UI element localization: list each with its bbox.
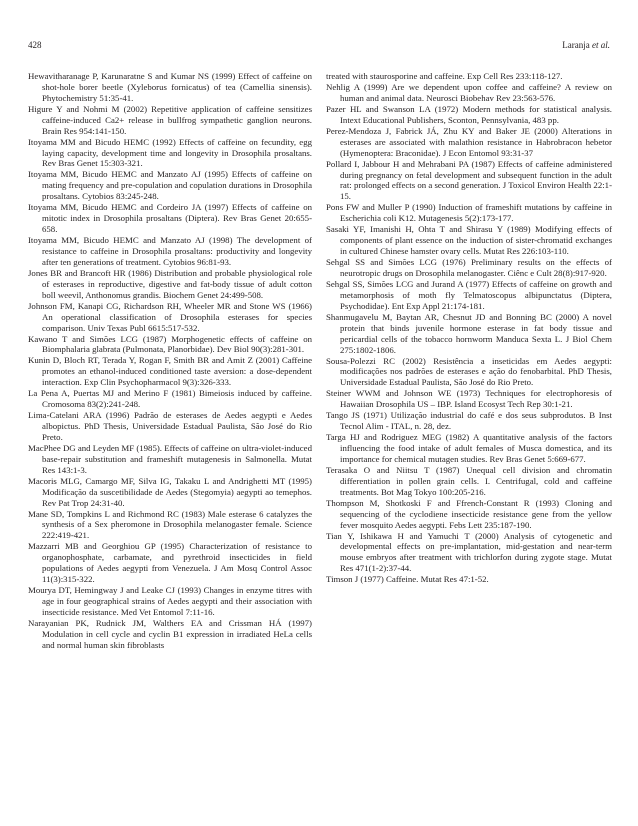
running-head — [562, 40, 610, 50]
references-right-column — [326, 71, 612, 585]
running-head-suffix: et al. — [592, 40, 610, 50]
reference-item: Steiner WWM and Johnson WE (1973) Techniques for electrophoresis of Hawaiian Drosophila US – IBP. Island Ecosyst Tech Rep 30:1-21. — [326, 388, 612, 410]
reference-item: MacPhee DG and Leyden MF (1985). Effects of caffeine on ultra-violet-induced base-repair substitution and frameshift mutagenesis in Salmonella. Mutat Res 143:1-3. — [28, 442, 312, 475]
running-header — [28, 40, 610, 54]
reference-item: Lima-Catelani ARA (1996) Padrão de esterases de Aedes aegypti e Aedes albopictus. PhD Thesis, Universidade Estadual Paulista, São José do Rio Preto. — [28, 410, 312, 442]
page-number: 428 — [28, 40, 42, 50]
reference-item: Terasaka O and Niitsu T (1987) Unequal cell division and chromatin differentiation in pollen grain cells. I. Centrifugal, cold and caffeine treatments. Bot Mag Tokyo 100:205-216. — [326, 464, 612, 497]
reference-item: Kunin D, Bloch RT, Terada Y, Rogan F, Smith BR and Amit Z (2001) Caffeine promotes an ethanol-induced conditioned taste aversion: a dose-dependent interaction. Exp Clin Psychopharmacol 9(3):326-333. — [28, 355, 312, 388]
reference-item: Itoyama MM, Bicudo HEMC and Manzato AJ (1995) Effects of caffeine on mating frequency and pre-copulation and copulation durations in Drosophila prosaltans. Cytobios 83:245-248. — [28, 169, 312, 202]
reference-item: Itoyama MM, Bicudo HEMC and Manzato AJ (1998) The development of resistance to caffeine in Drosophila prosaltans: productivity and longevity after ten generations of treatment. Cytobios 96:81-93. — [28, 235, 312, 267]
reference-item: Tango JS (1971) Utilização industrial do café e dos seus subprodutos. B Inst Tecnol Alim - ITAL, n. 28, dez. — [326, 410, 612, 432]
reference-item: Sasaki YF, Imanishi H, Ohta T and Shirasu Y (1989) Modifying effects of components of plant essence on the induction of sister-chromatid exchanges in cultured Chinese hamster ovary cells. Mutat Res 226:103-110. — [326, 224, 612, 257]
reference-item: Nehlig A (1999) Are we dependent upon coffee and caffeine? A review on human and animal data. Neurosci Biobehav Rev 23:563-576. — [326, 82, 612, 103]
reference-item: Kawano T and Simões LCG (1987) Morphogenetic effects of caffeine on Biomphalaria glabrata (Pulmonata, Planorbidae). Dev Biol 90(3):281-301. — [28, 333, 312, 355]
reference-item: Mazzarri MB and Georghiou GP (1995) Characterization of resistance to organophosphate, carbamate, and pyrethroid insecticides in field populations of Aedes aegypti from Venezuela. J Am Mosq Control Assoc 11(3):315-322. — [28, 541, 312, 585]
reference-item: Sehgal SS and Simões LCG (1976) Preliminary results on the effects of neurotropic drugs on Drosophila melanogaster. Ciênc e Cult 28(8):917-920. — [326, 257, 612, 278]
reference-item: Itoyama MM, Bicudo HEMC and Cordeiro JA (1997) Effects of caffeine on mitotic index in Drosophila prosaltans (Diptera). Rev Bras Genet 20:655-658. — [28, 202, 312, 235]
reference-item: Narayanian PK, Rudnick JM, Walthers EA and Crissman HÁ (1997) Modulation in cell cycle and cyclin B1 expression in irradiated HeLa cells and normal human skin fibroblasts — [28, 617, 312, 650]
reference-item: Itoyama MM and Bicudo HEMC (1992) Effects of caffeine on fecundity, egg laying capacity, development time and longevity in Drosophila prosaltans. Rev Bras Genet 15:303-321. — [28, 136, 312, 169]
reference-item: Hewavitharanage P, Karunaratne S and Kumar NS (1999) Effect of caffeine on shot-hole borer beetle (Xyleborus fornicatus) of tea (Camellia sinensis). Phytochemistry 51:35-41. — [28, 71, 312, 103]
running-head-author: Laranja — [562, 40, 590, 50]
reference-item: La Pena A, Puertas MJ and Merino F (1981) Bimeiosis induced by caffeine. Cromosoma 83(2):241-248. — [28, 388, 312, 410]
reference-item: Perez-Mendoza J, Fabrick JÁ, Zhu KY and Baker JE (2000) Alterations in esterases are associated with malathion resistance in Habrobracon hebetor (Hymenoptera: Braconidae). J Econ Entomol 93:31-37 — [326, 125, 612, 158]
reference-item: Sousa-Polezzi RC (2002) Resistência a inseticidas em Aedes aegypti: modificações nos padrões de esterases e ação do fenobarbital. PhD Thesis, Universidade Estadual Paulista, São José do Rio Preto. — [326, 355, 612, 388]
reference-item: Pollard I, Jabbour H and Mehrabani PA (1987) Effects of caffeine administered during pregnancy on fetal development and subsequent function in the adult rat: prolonged effects on a second generation. J Toxicol Environ Health 22:1-15. — [326, 158, 612, 202]
reference-item: Thompson M, Shotkoski F and Ffrench-Constant R (1993) Cloning and sequencing of the cyclodiene insecticide resistance gene from the yellow fever mosquito Aedes aegypti. Febs Lett 235:187-190. — [326, 497, 612, 530]
reference-item: Mane SD, Tompkins L and Richmond RC (1983) Male esterase 6 catalyzes the synthesis of a Sex pheromone in Drosophila melanogaster female. Science 222:419-421. — [28, 508, 312, 541]
reference-item: Shanmugavelu M, Baytan AR, Chesnut JD and Bonning BC (2000) A novel protein that binds juvenile hormone esterase in fat body tissue and pericardial cells of the tobacco hornworm Manduca Sexta L. J Biol Chem 275:1802-1806. — [326, 311, 612, 355]
reference-item: Johnson FM, Kanapi CG, Richardson RH, Wheeler MR and Stone WS (1966) An operational classification of Drosophila esterases for species comparison. Univ Texas Publ 6615:517-532. — [28, 300, 312, 333]
reference-item: Macoris MLG, Camargo MF, Silva IG, Takaku L and Andrighetti MT (1995) Modificação da suscetibilidade de Aedes (Stegomyia) aegypti ao temephos. Rev Pat Trop 24:31-40. — [28, 475, 312, 508]
reference-item: Jones BR and Brancoft HR (1986) Distribution and probable physiological role of esterases in reproductive, digestive and fat-body tissue of adult cotton boll weevil, Anthonomus grandis. Biochem Genet 24:499-508. — [28, 267, 312, 300]
reference-item: Mourya DT, Hemingway J and Leake CJ (1993) Changes in enzyme titres with age in four geographical strains of Aedes aegypti and their association with insecticide resistance. Med Vet Entomol 7:11-16. — [28, 585, 312, 617]
reference-item: Tian Y, Ishikawa H and Yamuchi T (2000) Analysis of cytogenetic and developmental effects on pre-implantation, mid-gestation and near-term mouse embryos after treatment with trichlorfon during zygote stage. Mutat Res 471(1-2):37-44. — [326, 530, 612, 574]
references-left-column — [28, 71, 312, 651]
reference-item: Targa HJ and Rodriguez MEG (1982) A quantitative analysis of the factors influencing the food intake of adult females of Musca domestica, and its importance for chemical mutagen studies. Rev Bras Genet 5:669-677. — [326, 432, 612, 464]
reference-item: Pazer HL and Swanson LA (1972) Modern methods for statistical analysis. Intext Educational Publishers, Sconton, Pennsylvania, 483 pp. — [326, 103, 612, 125]
reference-item: Pons FW and Muller P (1990) Induction of frameshift mutations by caffeine in Escherichia coli K12. Mutagenesis 5(2):173-177. — [326, 202, 612, 224]
reference-item: Sehgal SS, Simões LCG and Jurand A (1977) Effects of caffeine on growth and metamorphosis of moth fly Telmatoscopus albipunctatus (Diptera, Psychodidae). Ent Exp Appl 21:174-181. — [326, 278, 612, 311]
reference-item: Higure Y and Nohmi M (2002) Repetitive application of caffeine sensitizes caffeine-induced Ca2+ release in bullfrog sympathetic ganglion neurons. Brain Res 954:141-150. — [28, 103, 312, 136]
reference-item: Timson J (1977) Caffeine. Mutat Res 47:1-52. — [326, 574, 489, 585]
reference-item: treated with staurosporine and caffeine. Exp Cell Res 233:118-127. — [326, 71, 563, 81]
